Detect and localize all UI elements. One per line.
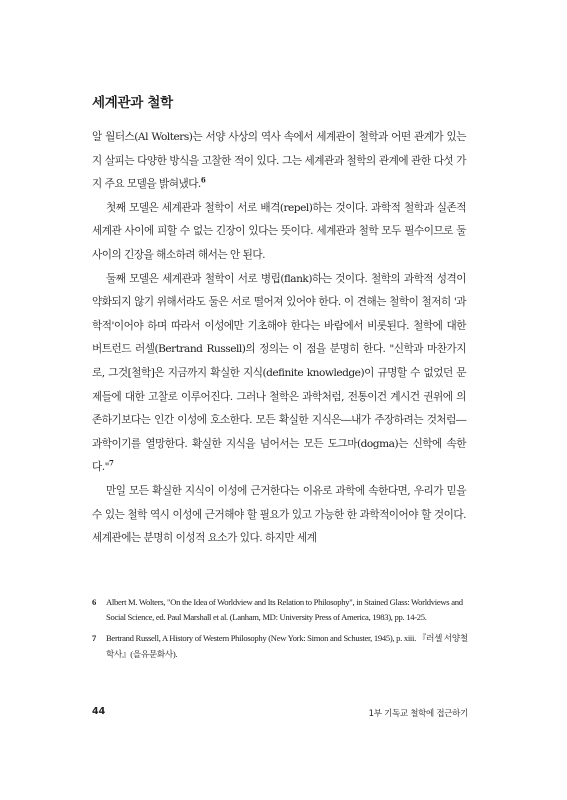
paragraph-1-text: 알 월터스(Al Wolters)는 서양 사상의 역사 속에서 세계관이 철학과 어떤 관계가 있는지 살피는 다양한 방식을 고찰한 적이 있다. 그는 세계관과 철학의 관계에 관한 다섯 가지 주요 모델을 밝혀냈다. <box>92 131 466 191</box>
footnote-ref-6[interactable]: 6 <box>200 175 206 185</box>
paragraph-2-text: 첫째 모델은 세계관과 철학이 서로 배격(repel)하는 것이다. 과학적 철학과 실존적 세계관 사이에 피할 수 없는 긴장이 있다는 뜻이다. 세계관과 철학 모두 필수이므로 둘 사이의 긴장을 해소하려 해서는 안 된다. <box>92 201 466 261</box>
section-title: 세계관과 철학 <box>92 95 173 111</box>
paragraph-4-text: 만일 모든 확실한 지식이 이성에 근거한다는 이유로 과학에 속한다면, 우리가 믿을 수 있는 철학 역시 이성에 근거해야 할 필요가 있고 가능한 한 과학적이어야 할 것이다. 세계관에는 분명히 이성적 요소가 있다. 하지만 세계 <box>92 484 466 545</box>
footnote-ref-7[interactable]: 7 <box>108 458 114 468</box>
footnote-7 <box>92 631 468 661</box>
footnote-text: Albert M. Wolters, "On the Idea of Worldview and Its Relation to Philosophy", in Stained Glass: Worldviews and Social Science, ed. Paul Marshall et al. (Lanham, MD: University Press of America, 1983), pp. 14-25. <box>106 597 463 623</box>
paragraph-4 <box>92 480 466 551</box>
footnote-number: 6 <box>92 597 96 607</box>
body-text <box>92 126 466 551</box>
paragraph-3 <box>92 268 466 480</box>
paragraph-2 <box>92 197 466 268</box>
footnote-number: 7 <box>92 633 96 644</box>
footnote-6 <box>92 595 468 625</box>
paragraph-1 <box>92 126 466 197</box>
page-number: 44 <box>92 706 106 717</box>
footnote-text: Bertrand Russell, A History of Western Philosophy (New York: Simon and Schuster, 1945), p. xiii. 『러셀 서양철학사』(을유문화사). <box>106 633 468 659</box>
paragraph-3-text: 둘째 모델은 세계관과 철학이 서로 병립(flank)하는 것이다. 철학의 과학적 성격이 약화되지 않기 위해서라도 둘은 서로 떨어져 있어야 한다. 이 견해는 철학이 철저히 '과학적'이어야 하며 따라서 이성에만 기초해야 한다는 바람에서 비롯된다. 철학에 대한 버트런드 러셀(Bertrand Russell)의 정의는 이 점을 분명히 한다. "신학과 마찬가지로, 그것[철학]은 지금까지 확실한 지식(definite knowledge)이 규명할 수 없었던 문제들에 대한 고찰로 이루어진다. 그러나 철학은 과학처럼, 전통이건 계시건 권위에 의존하기보다는 인간 이성에 호소한다. 모든 확실한 지식은―내가 주장하려는 것처럼―과학이기를 열망한다. 확실한 지식을 넘어서는 모든 도그마(dogma)는 신학에 속한다." <box>92 272 466 474</box>
footnotes <box>92 595 468 668</box>
running-title: 1부 기독교 철학에 접근하기 <box>368 709 468 719</box>
